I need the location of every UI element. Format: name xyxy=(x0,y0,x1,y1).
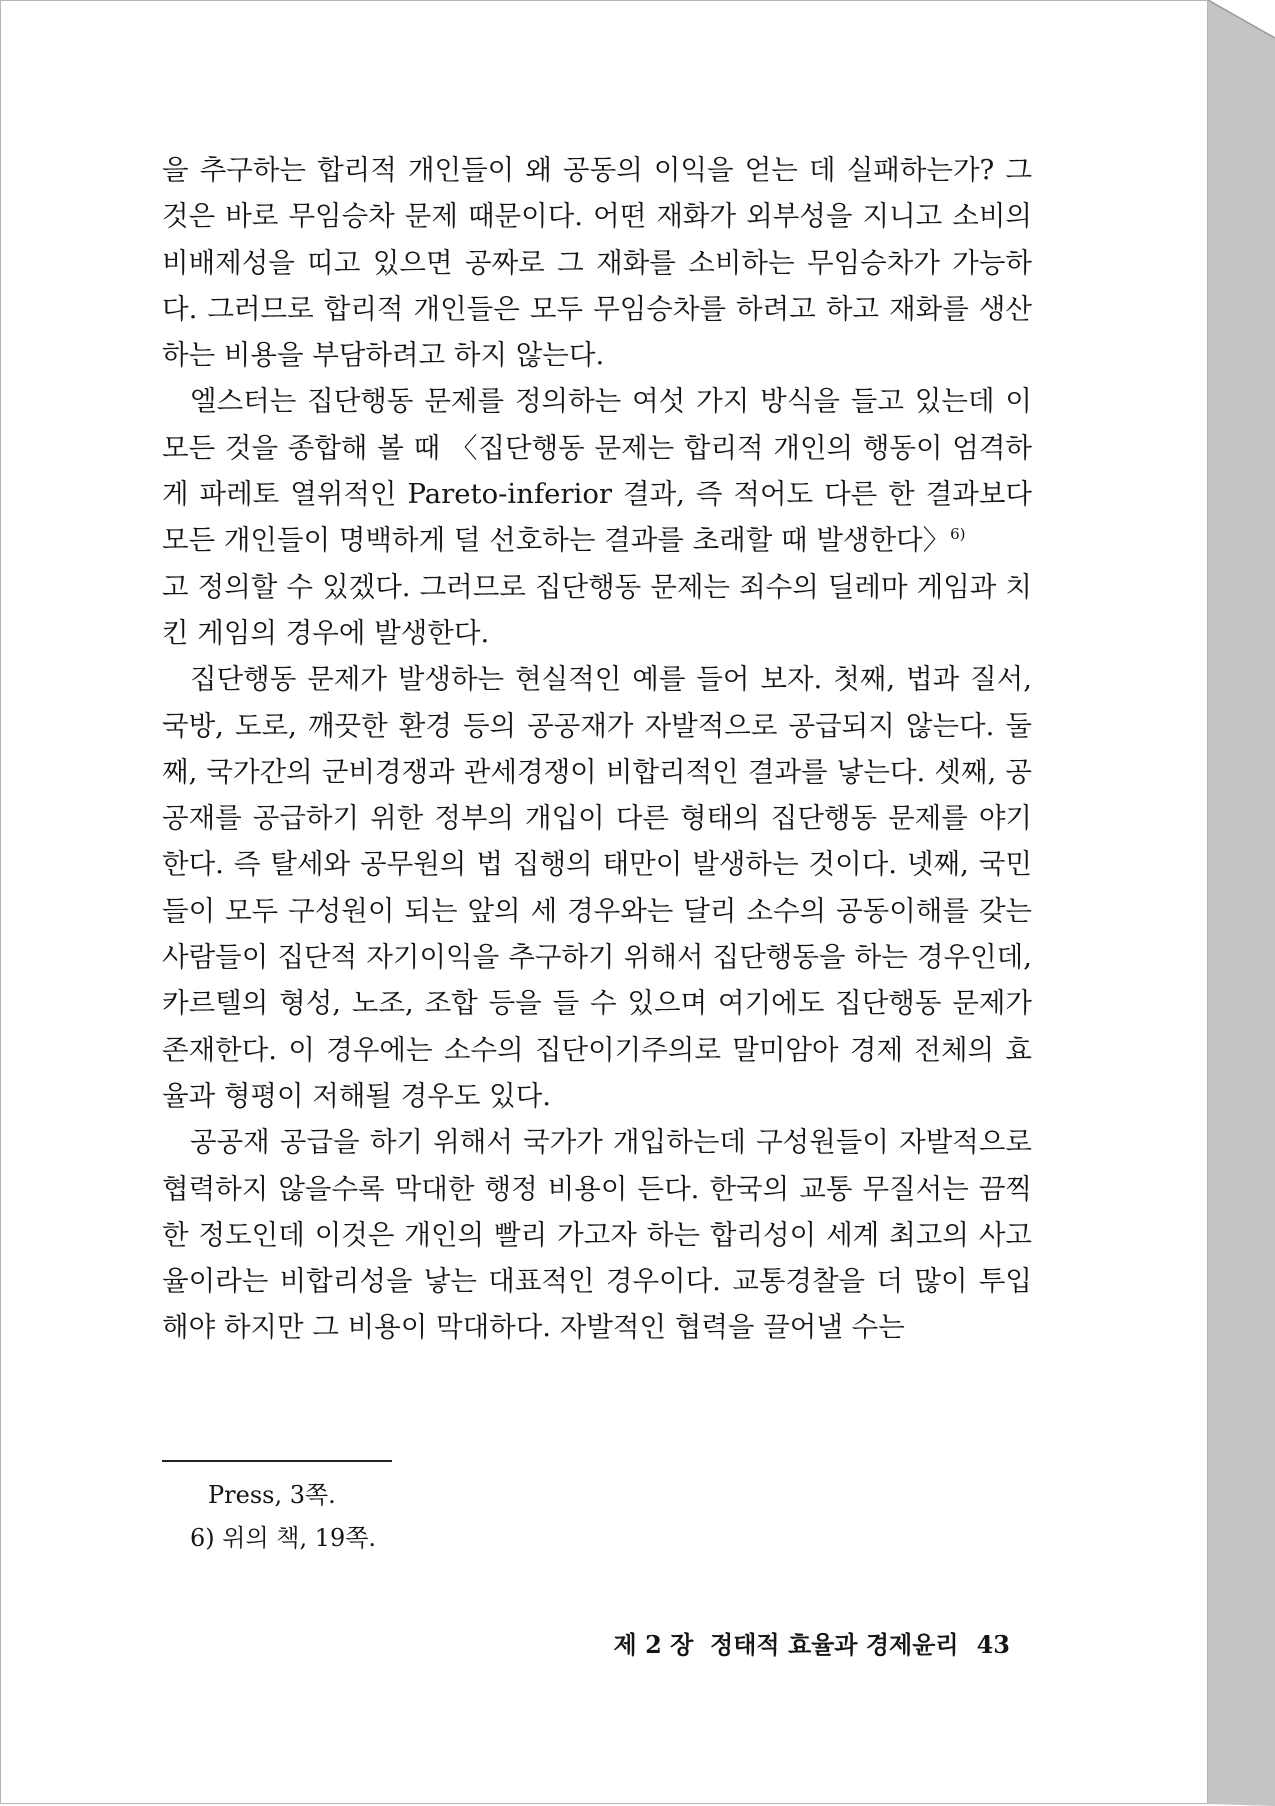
footnotes xyxy=(190,1474,990,1560)
body-text xyxy=(162,147,1032,1351)
footnote-6: 6) 위의 책, 19쪽. xyxy=(190,1524,377,1552)
paragraph-4: 공공재 공급을 하기 위해서 국가가 개입하는데 구성원들이 자발적으로 협력하지 않을수록 막대한 행정 비용이 든다. 한국의 교통 무질서는 끔찍한 정도인데 이것은 개인의 빨리 가고자 하는 합리성이 세계 최고의 사고율이라는 비합리성을 낳는 대표적인 경우이다. 교통경찰을 더 많이 투입해야 하지만 그 비용이 막대하다. 자발적인 협력을 끌어낼 수는 xyxy=(162,1126,1032,1344)
paragraph-1: 을 추구하는 합리적 개인들이 왜 공동의 이익을 얻는 데 실패하는가? 그것은 바로 무임승차 문제 때문이다. 어떤 재화가 외부성을 지니고 소비의 비배제성을 띠고 있으면 공짜로 그 재화를 소비하는 무임승차가 가능하다. 그러므로 합리적 개인들은 모두 무임승차를 하려고 하고 재화를 생산하는 비용을 부담하려고 하지 않는다. xyxy=(162,154,1032,372)
page-number: 43 xyxy=(976,1630,1010,1659)
paragraph-2-continued: 고 정의할 수 있겠다. 그러므로 집단행동 문제는 죄수의 딜레마 게임과 치킨 게임의 경우에 발생한다. xyxy=(162,570,1032,649)
footnote-reference-6: 6) xyxy=(950,525,966,544)
paragraph-2 xyxy=(162,378,1032,563)
running-footer xyxy=(560,1625,1010,1660)
paragraph-3: 집단행동 문제가 발생하는 현실적인 예를 들어 보자. 첫째, 법과 질서, 국방, 도로, 깨끗한 환경 등의 공공재가 자발적으로 공급되지 않는다. 둘째, 국가간의 군비경쟁과 관세경쟁이 비합리적인 결과를 낳는다. 셋째, 공공재를 공급하기 위한 정부의 개입이 다른 형태의 집단행동 문제를 야기한다. 즉 탈세와 공무원의 법 집행의 태만이 발생하는 것이다. 넷째, 국민들이 모두 구성원이 되는 앞의 세 경우와는 달리 소수의 공동이해를 갖는 사람들이 집단적 자기이익을 추구하기 위해서 집단행동을 하는 경우인데, 카르텔의 형성, 노조, 조합 등을 들 수 있으며 여기에도 집단행동 문제가 존재한다. 이 경우에는 소수의 집단이기주의로 말미암아 경제 전체의 효율과 형평이 저해될 경우도 있다. xyxy=(162,663,1032,1112)
footnote-divider xyxy=(162,1460,392,1462)
chapter-title: 제 2 장 정태적 효율과 경제윤리 xyxy=(613,1630,959,1659)
footnote-continued: Press, 3쪽. xyxy=(208,1481,336,1509)
paragraph-2-text: 엘스터는 집단행동 문제를 정의하는 여섯 가지 방식을 들고 있는데 이 모든 것을 종합해 볼 때 〈집단행동 문제는 합리적 개인의 행동이 엄격하게 파레토 열위적인 Pareto-inferior 결과, 즉 적어도 다른 한 결과보다 모든 개인들이 명백하게 덜 선호하는 결과를 초래할 때 발생한다〉 xyxy=(162,385,1032,557)
